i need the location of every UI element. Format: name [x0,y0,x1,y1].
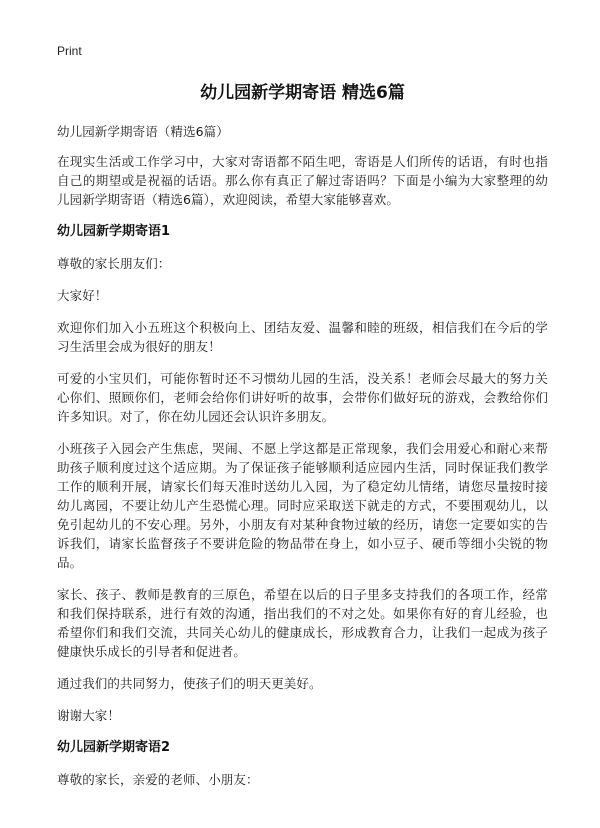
section-1-paragraph-2: 可爱的小宝贝们，可能你暂时还不习惯幼儿园的生活，没关系！老师会尽最大的努力关心你们、照顾你们，老师会给你们讲好听的故事，会带你们做好玩的游戏，会教给你们许多知识。对了，你在幼儿园还会认识许多朋友。 [57,371,548,424]
section-1-heading: 幼儿园新学期寄语1 [57,224,171,239]
section-1-paragraph-3: 小班孩子入园会产生焦虑，哭闹、不愿上学这都是正常现象，我们会用爱心和耐心来帮助孩子顺利度过这个适应期。为了保证孩子能够顺利适应园内生活，同时保证我们教学工作的顺利开展，请家长们每天准时送幼儿入园，为了稳定幼儿情绪，请您尽量按时接幼儿离园，不要让幼儿产生恐慌心理。同时应采取送下就走的方式，不要围观幼儿，以免引起幼儿的不安心理。另外，小朋友有对某种食物过敏的经历，请您一定要如实的告诉我们，请家长监督孩子不要讲危险的物品带在身上，如小豆子、硬币等细小尖锐的物品。 [57,441,548,570]
print-link[interactable]: Print [57,44,82,58]
section-1-closing: 谢谢大家！ [57,708,121,723]
section-1-paragraph-1: 欢迎你们加入小五班这个积极向上、团结友爱、温馨和睦的班级，相信我们在今后的学习生活里会成为很好的朋友！ [57,320,548,354]
section-1-salutation: 尊敬的家长朋友们： [57,256,171,271]
section-1-paragraph-4: 家长、孩子、教师是教育的三原色，希望在以后的日子里多支持我们的各项工作，经常和我们保持联系，进行有效的沟通，指出我们的不对之处。如果你有好的育儿经验，也希望你们和我们交流，共同关心幼儿的健康成长，形成教育合力，让我们一起成为孩子健康快乐成长的引导者和促进者。 [57,587,548,659]
intro-paragraph: 在现实生活或工作学习中，大家对寄语都不陌生吧，寄语是人们所传的话语，有时也指自己的期望或是祝福的话语。那么你有真正了解过寄语吗？下面是小编为大家整理的幼儿园新学期寄语（精选6篇），欢迎阅读，希望大家能够喜欢。 [57,154,548,207]
document-subtitle: 幼儿园新学期寄语（精选6篇） [57,124,229,139]
section-1-greeting: 大家好！ [57,288,108,303]
section-1-paragraph-5: 通过我们的共同努力，使孩子们的明天更美好。 [57,676,322,691]
page-title: 幼儿园新学期寄语 精选6篇 [200,83,405,103]
section-2-heading: 幼儿园新学期寄语2 [57,740,171,755]
section-2-salutation: 尊敬的家长，亲爱的老师、小朋友： [57,772,259,787]
